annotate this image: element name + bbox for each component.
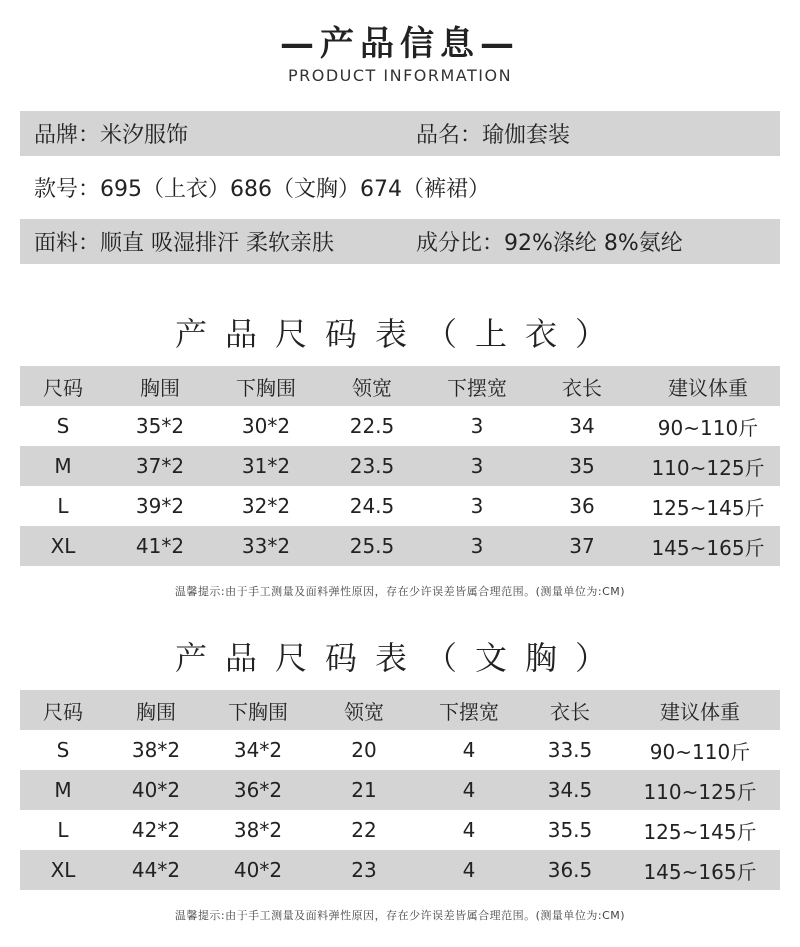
bra-size-table-body — [20, 690, 780, 890]
table-cell: XL — [20, 526, 106, 566]
table-cell: 125~145斤 — [651, 495, 765, 520]
table-cell: 34*2 — [233, 738, 283, 762]
table-row — [20, 446, 780, 486]
table-cell: 3 — [470, 414, 484, 438]
table-cell: 145~165斤 — [636, 526, 780, 566]
table-cell: 37 — [528, 526, 636, 566]
table-cell: 25.5 — [318, 526, 426, 566]
table-cell: 110~125斤 — [636, 446, 780, 486]
brand-text: 品牌：米汐服饰 — [34, 123, 189, 148]
table-cell: 3 — [426, 526, 528, 566]
table-cell: 90~110斤 — [657, 415, 759, 440]
bra-table-note: 温馨提示:由于手工测量及面料弹性原因，存在少许误差皆属合理范围。(测量单位为:CM) — [174, 909, 626, 922]
table-cell: 4 — [462, 738, 476, 762]
table-cell: 90~110斤 — [649, 739, 751, 764]
table-cell: 36 — [569, 494, 595, 518]
table-cell: 35 — [528, 446, 636, 486]
table-header-cell: 领宽 — [318, 366, 426, 406]
table-row — [20, 406, 780, 446]
table-header-cell: 尺码 — [20, 366, 106, 406]
table-cell: 3 — [470, 494, 484, 518]
table-cell: 3 — [426, 446, 528, 486]
table-cell: 110~125斤 — [620, 770, 780, 810]
table-cell: 30*2 — [241, 414, 291, 438]
table-header-row — [20, 690, 780, 730]
table-cell: 23 — [310, 850, 418, 890]
table-cell: 145~165斤 — [620, 850, 780, 890]
info-row-brand — [20, 111, 780, 156]
table-cell: 36*2 — [206, 770, 310, 810]
table-row — [20, 810, 780, 850]
bra-size-table — [20, 690, 780, 890]
table-cell: 33.5 — [547, 738, 593, 762]
table-header-cell: 下胸围 — [214, 366, 318, 406]
table-cell: M — [20, 770, 106, 810]
top-size-table — [20, 366, 780, 566]
top-size-table-body — [20, 366, 780, 566]
table-cell: 24.5 — [349, 494, 395, 518]
table-cell: 125~145斤 — [643, 819, 757, 844]
table-cell: 35*2 — [135, 414, 185, 438]
table-cell: 22 — [351, 818, 377, 842]
table-cell: 31*2 — [214, 446, 318, 486]
table-cell: 42*2 — [131, 818, 181, 842]
table-cell: S — [56, 738, 70, 762]
table-cell: 22.5 — [349, 414, 395, 438]
page-header — [0, 22, 800, 85]
table-cell: 4 — [418, 770, 520, 810]
table-header-cell: 下摆宽 — [426, 366, 528, 406]
info-row-style — [20, 165, 780, 210]
table-cell: 36.5 — [520, 850, 620, 890]
table-header-cell: 衣长 — [520, 690, 620, 730]
table-cell: 44*2 — [106, 850, 206, 890]
product-name-text: 品名：瑜伽套装 — [416, 123, 571, 148]
page-title: —产品信息— — [280, 24, 520, 64]
table-cell: 4 — [418, 850, 520, 890]
info-row-fabric — [20, 219, 780, 264]
table-header-cell: 尺码 — [20, 690, 106, 730]
table-row — [20, 526, 780, 566]
table-cell: 37*2 — [106, 446, 214, 486]
table-cell: 40*2 — [106, 770, 206, 810]
table-header-cell: 胸围 — [106, 366, 214, 406]
table-header-cell: 胸围 — [106, 690, 206, 730]
table-header-cell: 建议体重 — [620, 690, 780, 730]
table-cell: 23.5 — [318, 446, 426, 486]
table-cell: 33*2 — [214, 526, 318, 566]
table-header-cell: 下摆宽 — [418, 690, 520, 730]
table-cell: 39*2 — [135, 494, 185, 518]
table-row — [20, 486, 780, 526]
table-cell: 20 — [351, 738, 377, 762]
table-cell: L — [57, 494, 69, 518]
table-cell: S — [56, 414, 70, 438]
bra-size-table-title: 产品尺码表（文胸） — [174, 639, 625, 677]
table-row — [20, 730, 780, 770]
top-table-note: 温馨提示:由于手工测量及面料弹性原因，存在少许误差皆属合理范围。(测量单位为:CM) — [174, 585, 626, 598]
table-header-cell: 下胸围 — [206, 690, 310, 730]
table-cell: L — [57, 818, 69, 842]
table-cell: 41*2 — [106, 526, 214, 566]
table-cell: 40*2 — [206, 850, 310, 890]
table-row — [20, 850, 780, 890]
table-cell: 32*2 — [241, 494, 291, 518]
table-header-row — [20, 366, 780, 406]
table-row — [20, 770, 780, 810]
fabric-text: 面料：顺直 吸湿排汗 柔软亲肤 — [34, 231, 334, 256]
table-header-cell: 领宽 — [310, 690, 418, 730]
table-cell: M — [20, 446, 106, 486]
style-number-text: 款号：695（上衣）686（文胸）674（裤裙） — [34, 177, 490, 202]
table-cell: XL — [20, 850, 106, 890]
composition-text: 成分比：92%涤纶 8%氨纶 — [416, 231, 683, 256]
table-cell: 38*2 — [233, 818, 283, 842]
table-header-cell: 衣长 — [528, 366, 636, 406]
page-subtitle: PRODUCT INFORMATION — [287, 66, 513, 85]
table-cell: 21 — [310, 770, 418, 810]
top-size-table-title: 产品尺码表（上衣） — [174, 315, 625, 353]
table-cell: 4 — [462, 818, 476, 842]
table-cell: 34.5 — [520, 770, 620, 810]
table-cell: 35.5 — [547, 818, 593, 842]
table-cell: 38*2 — [131, 738, 181, 762]
table-cell: 34 — [569, 414, 595, 438]
table-header-cell: 建议体重 — [636, 366, 780, 406]
